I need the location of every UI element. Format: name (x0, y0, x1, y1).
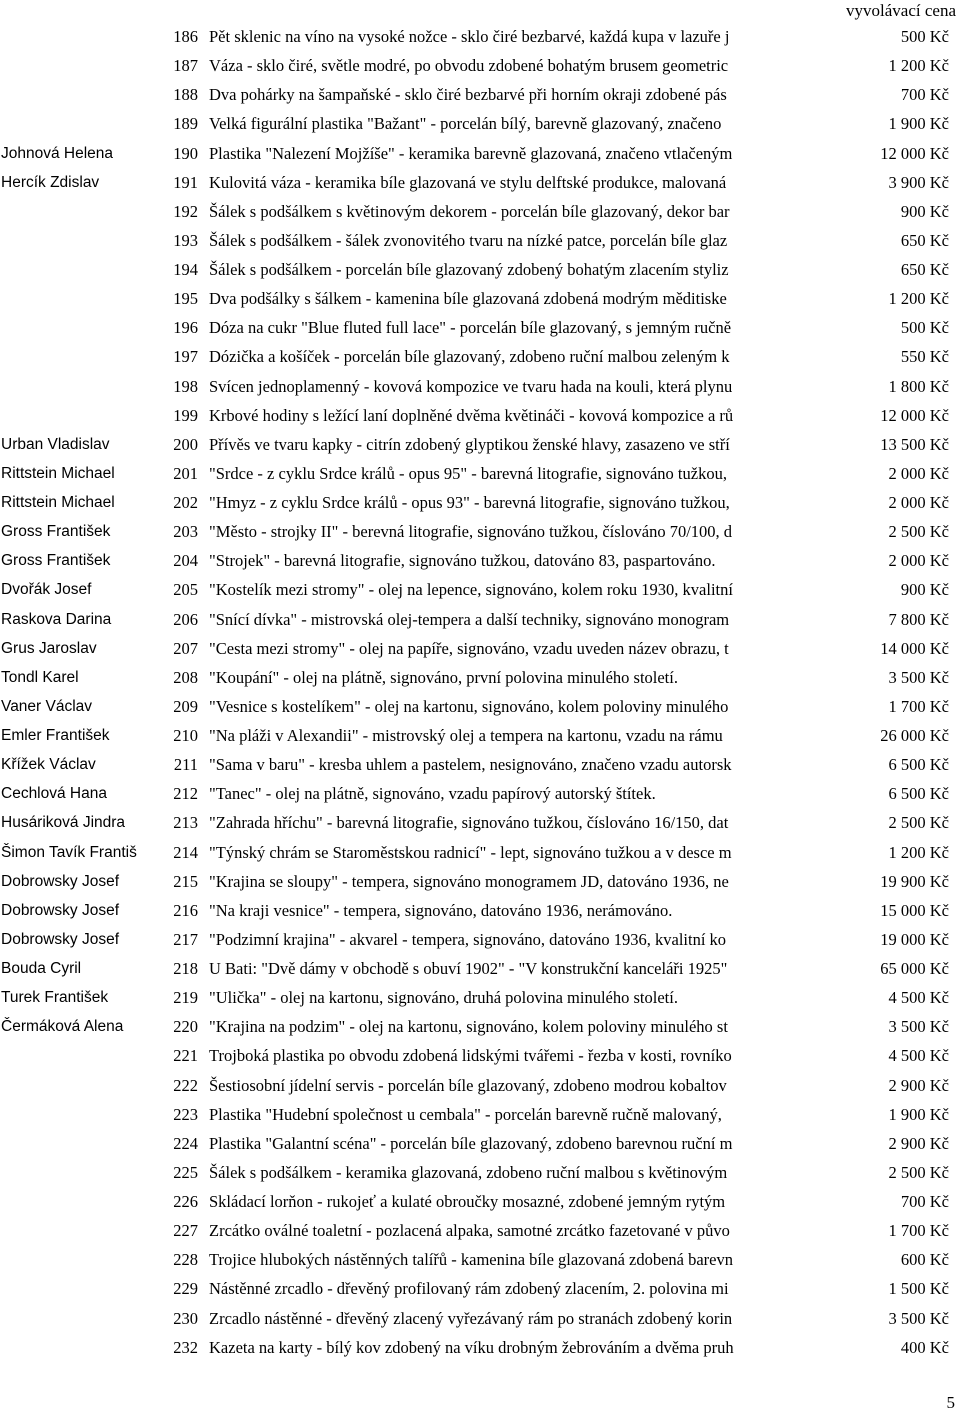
lot-number: 193 (173, 230, 198, 250)
lot-price: 1 500 Kč (888, 1279, 949, 1299)
lot-price: 600 Kč (900, 1250, 949, 1270)
lot-price: 700 Kč (900, 1192, 949, 1211)
lot-row (0, 197, 960, 226)
lot-description: "Strojek" - barevná litografie, signováno tužkou, datováno 83, paspartováno. (209, 551, 716, 571)
lot-price: 500 Kč (900, 27, 949, 46)
lot-number: 186 (173, 27, 198, 46)
lot-row (0, 80, 960, 109)
lot-description: Pět sklenic na víno na vysoké nožce - sklo čiré bezbarvé, každá kupa v lazuře j (209, 27, 730, 46)
lot-row (0, 575, 960, 604)
lot-price: 700 Kč (900, 85, 949, 105)
lot-description: Svícen jednoplamenný - kovová kompozice ve tvaru hada na kouli, která plynu (209, 376, 733, 396)
lot-author: Cechlová Hana (1, 785, 107, 803)
lot-row (0, 1158, 960, 1187)
lot-price: 4 500 Kč (888, 1046, 949, 1066)
lot-price: 2 500 Kč (888, 1162, 949, 1182)
lot-number: 229 (173, 1279, 198, 1299)
lot-description: Trojboká plastika po obvodu zdobená lidskými tvářemi - řezba v kosti, rovníko (209, 1046, 732, 1066)
lot-number: 210 (173, 726, 198, 745)
lot-price: 26 000 Kč (880, 726, 949, 745)
lot-author: Raskova Darina (1, 610, 112, 628)
lot-number: 208 (173, 667, 198, 687)
page-number: 5 (946, 1393, 955, 1412)
lot-description: Šálek s podšálkem - keramika glazovaná, zdobeno ruční malbou s květinovým (209, 1162, 728, 1182)
lot-number: 217 (173, 929, 198, 949)
lot-description: "Krajina na podzim" - olej na kartonu, signováno, kolem poloviny minulého st (209, 1017, 728, 1037)
lot-description: "Kostelík mezi stromy" - olej na lepence, signováno, kolem roku 1930, kvalitní (209, 580, 733, 600)
lot-number: 197 (173, 347, 198, 367)
lot-description: "Podzimní krajina" - akvarel - tempera, signováno, datováno 1936, kvalitní ko (209, 929, 727, 949)
lot-row (0, 1245, 960, 1274)
lot-number: 196 (173, 318, 198, 338)
lot-price: 15 000 Kč (880, 900, 949, 920)
lot-description: Šálek s podšálkem - šálek zvonovitého tvaru na nízké patce, porcelán bíle glaz (209, 230, 728, 250)
lot-number: 205 (173, 580, 198, 600)
lot-number: 220 (173, 1017, 198, 1037)
lot-number: 218 (173, 959, 198, 978)
lot-description: Plastika "Nalezení Mojžíše" - keramika barevně glazovaná, značeno vtlačeným (209, 143, 733, 163)
lot-price: 19 000 Kč (880, 929, 949, 949)
lot-row (0, 634, 960, 663)
lot-price: 2 500 Kč (888, 522, 949, 542)
lot-description: Velká figurální plastika "Bažant" - porcelán bílý, barevně glazovaný, značeno (209, 114, 722, 134)
lot-author: Gross František (1, 552, 111, 570)
lot-number: 222 (173, 1075, 198, 1095)
lot-description: Přívěs ve tvaru kapky - citrín zdobený glyptikou ženské hlavy, zasazeno ve stří (209, 434, 730, 454)
lot-row (0, 1100, 960, 1129)
lot-row (0, 109, 960, 138)
lot-row (0, 313, 960, 342)
lot-row (0, 808, 960, 837)
lot-description: Plastika "Hudební společnost u cembala" - porcelán barevně ručně malovaný, (209, 1104, 722, 1124)
lot-author: Křížek Václav (1, 756, 96, 774)
lot-description: "Snící dívka" - mistrovská olej-tempera a další techniky, signováno monogram (209, 609, 730, 629)
lot-description: Kulovitá váza - keramika bíle glazovaná ve stylu delftské produkce, malovaná (209, 172, 727, 192)
lot-description: Nástěnné zrcadlo - dřevěný profilovaný rám zdobený zlacením, 2. polovina mi (209, 1279, 729, 1299)
lot-row (0, 925, 960, 954)
lot-price: 3 500 Kč (888, 1308, 949, 1328)
lot-description: "Město - strojky II" - berevná litografie, signováno tužkou, číslováno 70/100, d (209, 522, 733, 542)
lot-author: Vaner Václav (1, 697, 93, 715)
lot-price: 3 900 Kč (888, 172, 949, 192)
lot-description: "Zahrada hříchu" - barevná litografie, signováno tužkou, číslováno 16/150, dat (209, 813, 729, 833)
lot-row (0, 692, 960, 721)
lot-price: 1 900 Kč (888, 1104, 949, 1124)
lot-price: 6 500 Kč (888, 755, 949, 775)
lot-description: U Bati: "Dvě dámy v obchodě s obuví 1902" - "V konstrukční kanceláři 1925" (209, 959, 728, 978)
lot-description: Šálek s podšálkem - porcelán bíle glazovaný zdobený bohatým zlacením styliz (209, 260, 729, 279)
lot-row (0, 896, 960, 925)
lot-author: Rittstein Michael (1, 464, 115, 482)
lot-number: 219 (173, 988, 198, 1008)
lot-row (0, 867, 960, 896)
lot-description: Krbové hodiny s ležící laní doplněné dvěma květináči - kovová kompozice a rů (209, 405, 734, 425)
lot-number: 201 (173, 463, 198, 483)
lot-price: 3 500 Kč (888, 1017, 949, 1037)
lot-price: 2 000 Kč (888, 493, 949, 512)
lot-price: 12 000 Kč (880, 143, 949, 163)
lot-list (0, 22, 960, 1362)
lot-number: 190 (173, 143, 198, 163)
lot-description: Trojice hlubokých nástěnných talířů - kamenina bíle glazovaná zdobená barevn (209, 1250, 734, 1270)
lot-description: "Na pláži v Alexandii" - mistrovský olej a tempera na kartonu, vzadu na rámu (209, 726, 723, 745)
lot-row (0, 51, 960, 80)
lot-price: 65 000 Kč (880, 959, 949, 978)
lot-row (0, 342, 960, 371)
lot-price: 1 700 Kč (888, 696, 949, 716)
lot-number: 203 (173, 522, 198, 542)
lot-description: "Tanec" - olej na plátně, signováno, vzadu papírový autorský štítek. (209, 784, 656, 804)
lot-author: Husáriková Jindra (1, 814, 126, 832)
lot-price: 650 Kč (900, 260, 949, 279)
lot-price: 2 500 Kč (888, 813, 949, 833)
lot-description: "Krajina se sloupy" - tempera, signováno monogramem JD, datováno 1936, ne (209, 871, 729, 891)
lot-number: 212 (173, 784, 198, 804)
lot-row (0, 1129, 960, 1158)
lot-author: Urban Vladislav (1, 435, 110, 453)
lot-row (0, 779, 960, 808)
lot-price: 550 Kč (900, 347, 949, 367)
lot-price: 1 800 Kč (888, 376, 949, 396)
lot-row (0, 750, 960, 779)
lot-author: Šimon Tavík Františ (1, 843, 137, 861)
lot-price: 1 700 Kč (888, 1221, 949, 1241)
lot-number: 230 (173, 1308, 198, 1328)
lot-price: 500 Kč (900, 318, 949, 338)
lot-author: Johnová Helena (1, 144, 114, 162)
lot-row (0, 1071, 960, 1100)
lot-description: "Ulička" - olej na kartonu, signováno, druhá polovina minulého století. (209, 988, 678, 1008)
lot-number: 206 (173, 609, 198, 629)
lot-row (0, 546, 960, 575)
lot-number: 198 (173, 376, 198, 396)
lot-author: Gross František (1, 523, 111, 541)
lot-price: 2 900 Kč (888, 1075, 949, 1095)
lot-price: 4 500 Kč (888, 988, 949, 1008)
lot-price: 13 500 Kč (880, 434, 949, 454)
lot-description: "Cesta mezi stromy" - olej na papíře, signováno, vzadu uveden název obrazu, t (209, 638, 729, 658)
lot-number: 214 (173, 842, 198, 862)
lot-row (0, 1012, 960, 1041)
lot-price: 14 000 Kč (880, 638, 949, 658)
lot-number: 195 (173, 289, 198, 309)
lot-description: "Hmyz - z cyklu Srdce králů - opus 93" - barevná litografie, signováno tužkou, (209, 493, 730, 512)
lot-author: Dobrowsky Josef (1, 872, 120, 890)
lot-number: 224 (173, 1133, 198, 1153)
lot-number: 211 (173, 755, 198, 775)
lot-row (0, 1274, 960, 1303)
lot-number: 221 (173, 1046, 198, 1066)
lot-number: 187 (173, 56, 198, 76)
lot-row (0, 605, 960, 634)
lot-author: Grus Jaroslav (1, 639, 97, 657)
lot-row (0, 372, 960, 401)
lot-number: 207 (173, 638, 198, 658)
lot-row (0, 663, 960, 692)
price-column-header: vyvolávací cena (846, 1, 956, 20)
lot-author: Hercík Zdislav (1, 173, 100, 191)
lot-number: 204 (173, 551, 198, 571)
lot-price: 400 Kč (900, 1337, 949, 1357)
lot-row (0, 226, 960, 255)
lot-author: Dobrowsky Josef (1, 901, 120, 919)
lot-number: 189 (173, 114, 198, 134)
lot-row (0, 430, 960, 459)
lot-number: 188 (173, 85, 198, 105)
lot-price: 2 000 Kč (888, 463, 949, 483)
lot-description: Šestiosobní jídelní servis - porcelán bíle glazovaný, zdobeno modrou kobaltov (209, 1075, 727, 1095)
lot-description: "Týnský chrám se Staroměstskou radnicí" - lept, signováno tužkou a v desce m (209, 842, 732, 862)
lot-price: 19 900 Kč (880, 871, 949, 891)
lot-number: 194 (173, 260, 198, 279)
lot-row (0, 1216, 960, 1245)
lot-number: 209 (173, 696, 198, 716)
lot-description: "Na kraji vesnice" - tempera, signováno, datováno 1936, nerámováno. (209, 900, 673, 920)
lot-description: Skládací lorňon - rukojeť a kulaté obroučky mosazné, zdobené jemným rytým (209, 1192, 726, 1211)
lot-price: 2 900 Kč (888, 1133, 949, 1153)
lot-author: Turek František (1, 989, 109, 1007)
lot-number: 232 (173, 1337, 198, 1357)
lot-number: 199 (173, 405, 198, 425)
lot-number: 191 (173, 172, 198, 192)
lot-row (0, 488, 960, 517)
lot-row (0, 838, 960, 867)
lot-number: 228 (173, 1250, 198, 1270)
lot-description: Šálek s podšálkem s květinovým dekorem - porcelán bíle glazovaný, dekor bar (209, 201, 730, 221)
lot-price: 7 800 Kč (888, 609, 949, 629)
lot-number: 216 (173, 900, 198, 920)
lot-price: 1 200 Kč (888, 289, 949, 309)
lot-price: 2 000 Kč (888, 551, 949, 571)
lot-author: Dobrowsky Josef (1, 930, 120, 948)
lot-description: "Srdce - z cyklu Srdce králů - opus 95" - barevná litografie, signováno tužkou, (209, 463, 727, 483)
lot-author: Emler František (1, 727, 110, 744)
lot-description: Váza - sklo čiré, světle modré, po obvodu zdobené bohatým brusem geometric (209, 56, 729, 76)
lot-number: 227 (173, 1221, 198, 1241)
lot-author: Rittstein Michael (1, 494, 115, 511)
lot-row (0, 1304, 960, 1333)
lot-description: Kazeta na karty - bílý kov zdobený na víku drobným žebrováním a dvěma pruh (209, 1337, 734, 1357)
lot-row (0, 1333, 960, 1362)
lot-price: 1 200 Kč (888, 56, 949, 76)
lot-number: 213 (173, 813, 198, 833)
lot-price: 900 Kč (900, 580, 949, 600)
lot-row (0, 954, 960, 983)
lot-description: "Vesnice s kostelíkem" - olej na kartonu, signováno, kolem poloviny minulého (209, 696, 729, 716)
lot-author: Dvořák Josef (1, 581, 92, 599)
lot-description: "Sama v baru" - kresba uhlem a pastelem, nesignováno, značeno vzadu autorsk (209, 755, 732, 775)
lot-number: 226 (173, 1192, 198, 1211)
lot-number: 200 (173, 434, 198, 454)
lot-row (0, 139, 960, 168)
lot-number: 192 (173, 201, 198, 221)
lot-price: 1 200 Kč (888, 842, 949, 862)
lot-row (0, 1187, 960, 1216)
lot-description: "Koupání" - olej na plátně, signováno, první polovina minulého století. (209, 667, 678, 687)
lot-row (0, 517, 960, 546)
lot-author: Tondl Karel (1, 668, 79, 686)
lot-row (0, 255, 960, 284)
lot-description: Zrcátko oválné toaletní - pozlacená alpaka, samotné zrcátko fazetované v půvo (209, 1221, 730, 1241)
lot-description: Dva pohárky na šampaňské - sklo čiré bezbarvé při horním okraji zdobené pás (209, 85, 727, 105)
lot-description: Dózička a košíček - porcelán bíle glazovaný, zdobeno ruční malbou zeleným k (209, 347, 730, 367)
lot-price: 650 Kč (900, 230, 949, 250)
lot-price: 6 500 Kč (888, 784, 949, 804)
lot-number: 202 (173, 493, 198, 512)
lot-row (0, 168, 960, 197)
lot-description: Plastika "Galantní scéna" - porcelán bíle glazovaný, zdobeno barevnou ruční m (209, 1133, 733, 1153)
lot-author: Bouda Cyril (1, 960, 82, 977)
lot-price: 12 000 Kč (880, 405, 949, 425)
lot-number: 223 (173, 1104, 198, 1124)
lot-number: 215 (173, 871, 198, 891)
lot-row (0, 401, 960, 430)
lot-author: Čermáková Alena (1, 1018, 124, 1036)
lot-row (0, 459, 960, 488)
lot-price: 3 500 Kč (888, 667, 949, 687)
lot-price: 1 900 Kč (888, 114, 949, 134)
lot-row (0, 22, 960, 51)
lot-number: 225 (173, 1162, 198, 1182)
lot-row (0, 284, 960, 313)
lot-description: Zrcadlo nástěnné - dřevěný zlacený vyřezávaný rám po stranách zdobený korin (209, 1308, 733, 1328)
lot-row (0, 983, 960, 1012)
lot-description: Dva podšálky s šálkem - kamenina bíle glazovaná zdobená modrým měditiske (209, 289, 727, 309)
lot-row (0, 721, 960, 750)
lot-description: Dóza na cukr "Blue fluted full lace" - porcelán bíle glazovaný, s jemným ručně (209, 318, 732, 338)
lot-row (0, 1041, 960, 1070)
lot-price: 900 Kč (900, 201, 949, 221)
